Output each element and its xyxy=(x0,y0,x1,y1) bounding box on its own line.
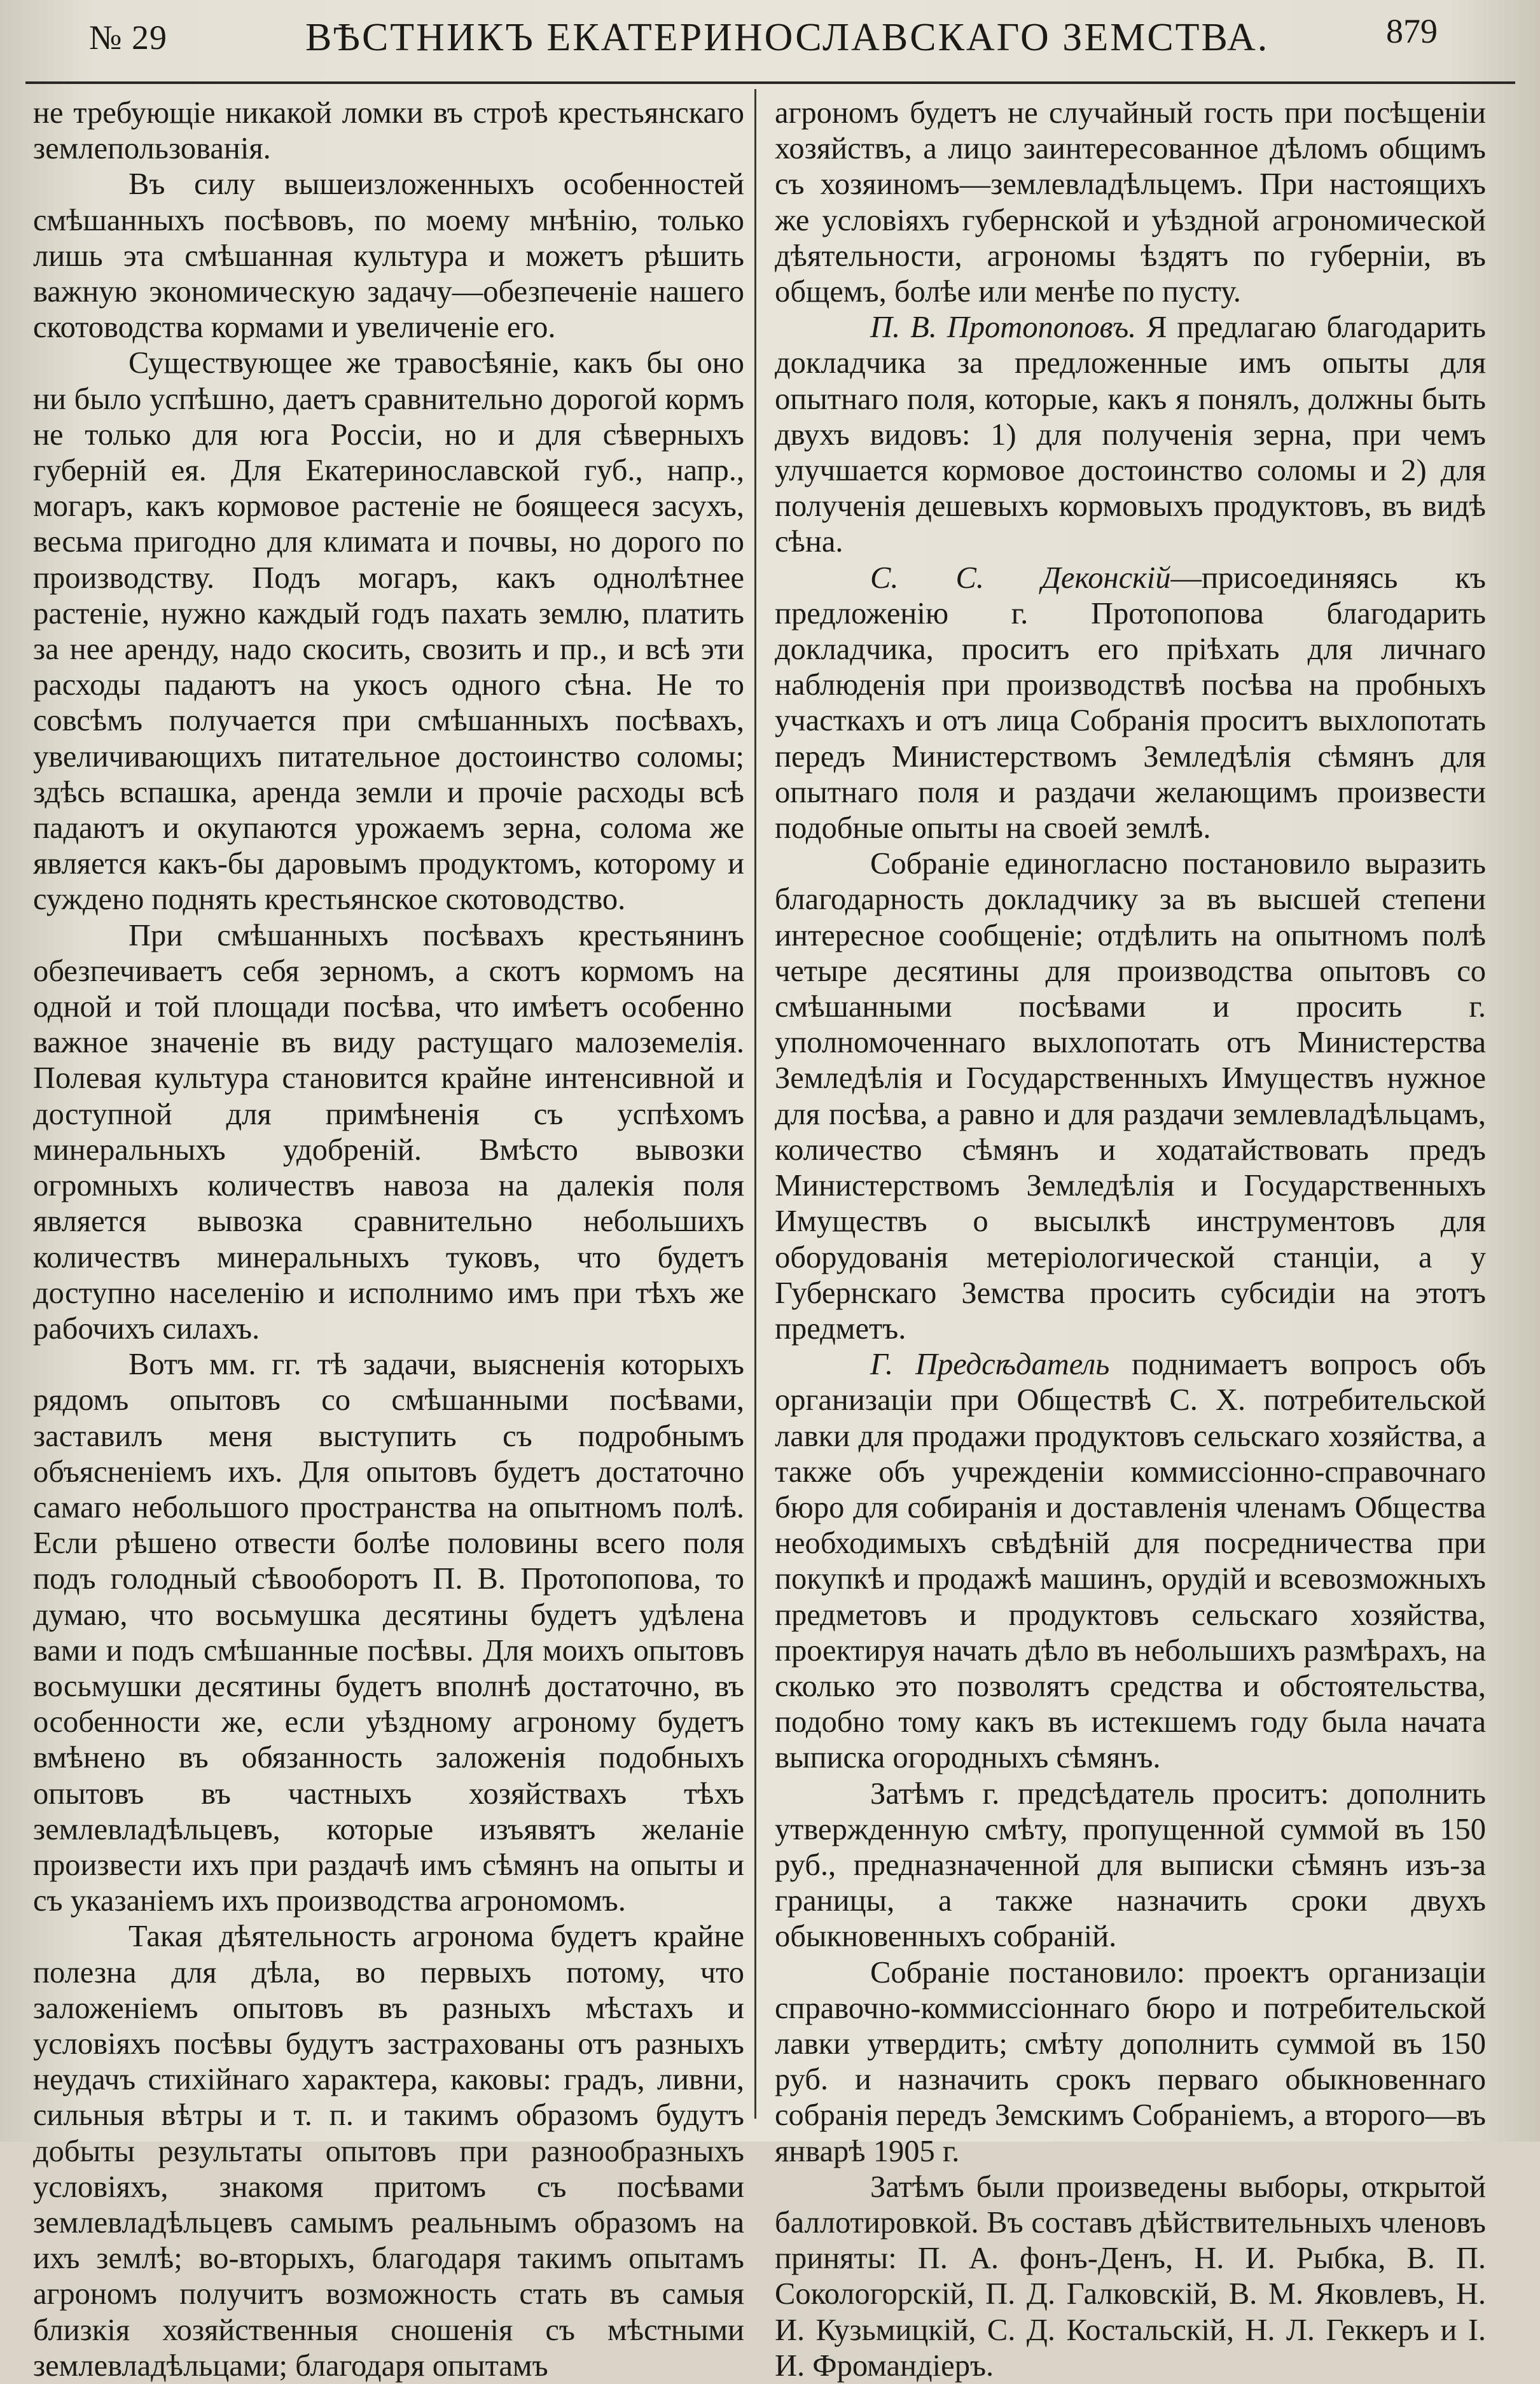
paragraph-text: Существующее же травосѣяніе, какъ бы оно ни было успѣшно, даетъ сравнительно дорогой кормъ не только для юга Россіи, но и для сѣверныхъ губерній ея. Для Екатеринославской губ., напр., могаръ, какъ кормовое растеніе не боящееся засухъ, весьма пригодно для климата и почвы, но дорого по производству. Подъ могаръ, какъ однолѣтнее растеніе, нужно каждый годъ пахать землю, платить за нее аренду, надо скосить, свозить и пр., и всѣ эти расходы падаютъ на укосъ одного сѣна. Не то совсѣмъ получается при смѣшанныхъ посѣвахъ, увеличивающихъ питательное достоинство соломы; здѣсь вспашка, аренда земли и прочіе расходы всѣ падаютъ и окупаются урожаемъ зерна, солома же является какъ-бы даровымъ продуктомъ, которому и суждено поднять крестьянское скотоводство. xyxy=(33,346,744,917)
paragraph-text: не требующіе никакой ломки въ строѣ крестьянскаго землепользованія. xyxy=(33,96,744,166)
paragraph xyxy=(775,846,1486,1347)
paragraph xyxy=(33,1347,744,1919)
paragraph-text: Вотъ мм. гг. тѣ задачи, выясненія которыхъ рядомъ опытовъ со смѣшанными посѣвами, заставилъ меня выступить съ подробнымъ объясненіемъ ихъ. Для опытовъ будетъ достаточно самаго небольшого пространства на опытномъ полѣ. Если рѣшено отвести болѣе половины всего поля подъ голодный сѣвооборотъ П. В. Протопопова, то думаю, что восьмушка десятины будетъ удѣлена вами и подъ смѣшанные посѣвы. Для моихъ опытовъ восьмушки десятины будетъ вполнѣ достаточно, въ особенности же, если уѣздному агроному будетъ вмѣнено въ обязанность заложенія подобныхъ опытовъ въ частныхъ хозяйствахъ тѣхъ землевладѣльцевъ, которые изъявятъ желаніе произвести ихъ при раздачѣ имъ сѣмянъ на опыты и съ указаніемъ ихъ производства агрономомъ. xyxy=(33,1348,744,1918)
paragraph-text: поднимаетъ вопросъ объ организаціи при Обществѣ С. Х. потребительской лавки для продажи продуктовъ сельскаго хозяйства, а также объ учрежденіи коммиссіонно-справочнаго бюро для собиранія и доставленія членамъ Общества необходимыхъ свѣдѣній для посредничества при покупкѣ и продажѣ машинъ, орудій и всевозможныхъ предметовъ и продуктовъ сельскаго хозяйства, проектируя начать дѣло въ небольшихъ размѣрахъ, на сколько это позволятъ средства и обстоятельства, подобно тому какъ въ истекшемъ году была начата выписка огородныхъ сѣмянъ. xyxy=(775,1348,1487,1775)
paragraph xyxy=(33,167,744,345)
paragraph xyxy=(33,345,744,917)
speaker-name: П. В. Протопоповъ. xyxy=(870,310,1137,345)
page-number: 879 xyxy=(1386,12,1438,50)
speaker-name: Г. Предсѣдатель xyxy=(870,1348,1110,1382)
paragraph-text: При смѣшанныхъ посѣвахъ крестьянинъ обезпечиваетъ себя зерномъ, а скотъ кормомъ на одной и той площади посѣва, что имѣетъ особенно важное значеніе въ виду растущаго малоземелія. Полевая культура становится крайне интенсивной и доступной для примѣненія съ успѣхомъ минеральныхъ удобреній. Вмѣсто вывозки огромныхъ количествъ навоза на далекія поля является вывозка сравнительно небольшихъ количествъ минеральныхъ туковъ, что будетъ доступно населенію и исполнимо имъ при тѣхъ же рабочихъ силахъ. xyxy=(33,918,744,1346)
paragraph-text: Собраніе единогласно постановило выразить благодарность докладчику за въ высшей степени интересное сообщеніе; отдѣлить на опытномъ полѣ четыре десятины для производства опытовъ со смѣшанными посѣвами и просить г. уполномоченнаго выхлопотать отъ Министерства Земледѣлія и Государственныхъ Имуществъ нужное для посѣва, а равно и для раздачи землевладѣльцамъ, количество сѣмянъ и ходатайствовать предъ Министерствомъ Земледѣлія и Государственныхъ Имуществъ о высылкѣ инструментовъ для оборудованія метеріологической станціи, а у Губернскаго Земства просить субсидіи на этотъ предметъ. xyxy=(775,847,1486,1346)
paragraph-text: агрономъ будетъ не случайный гость при посѣщеніи хозяйствъ, а лицо заинтересованное дѣломъ общимъ съ хозяиномъ—землевладѣльцемъ. При настоящихъ же условіяхъ губернской и уѣздной агрономической дѣятельности, агрономы ѣздятъ по губерніи, въ общемъ, болѣе или менѣе по пусту. xyxy=(775,96,1486,309)
speaker-name: С. С. Деконскій xyxy=(870,561,1171,595)
left-column xyxy=(33,95,744,2383)
publication-title: ВѢСТНИКЪ ЕКАТЕРИНОСЛАВСКАГО ЗЕМСТВА. xyxy=(305,16,1270,59)
paragraph-text: Затѣмъ г. предсѣдатель проситъ: дополнить утвержденную смѣту, пропущенной суммой въ 150 руб., предназначенной для выписки сѣмянъ изъ-за границы, а также назначить сроки двухъ обыкновенныхъ собраній. xyxy=(775,1776,1486,1954)
paragraph xyxy=(775,1347,1486,1776)
paragraph-text: Такая дѣятельность агронома будетъ крайне полезна для дѣла, во первыхъ потому, что заложеніемъ опытовъ въ разныхъ мѣстахъ и условіяхъ посѣвы будутъ застрахованы отъ разныхъ неудачъ стихійнаго характера, каковы: градъ, ливни, сильныя вѣтры и т. п. и такимъ образомъ будутъ добыты результаты опытовъ при разнообразныхъ условіяхъ, знакомя притомъ съ посѣвами землевладѣльцевъ самымъ реальнымъ образомъ на ихъ землѣ; во-вторыхъ, благодаря такимъ опытамъ агрономъ получитъ возможность стать въ самыя близкія хозяйственныя сношенія съ мѣстными землевладѣльцами; благодаря опытамъ xyxy=(33,1920,744,2383)
paragraph-text: Я предлагаю благодарить докладчика за предложенные имъ опыты для опытнаго поля, которые, какъ я понялъ, должны быть двухъ видовъ: 1) для полученія зерна, при чемъ улучшается кормовое достоинство соломы и 2) для полученія дешевыхъ кормовыхъ продуктовъ, въ видѣ сѣна. xyxy=(775,310,1486,559)
paragraph-text: —присоединяясь къ предложенію г. Протопопова благодарить докладчика, проситъ его пріѣхать для личнаго наблюденія при производствѣ посѣва на пробныхъ участкахъ и отъ лица Собранія проситъ выхлопотать передъ Министерствомъ Земледѣлія сѣмянъ для опытнаго поля и раздачи желающимъ произвести подобные опыты на своей землѣ. xyxy=(775,561,1487,846)
paragraph xyxy=(33,95,744,167)
paragraph xyxy=(33,918,744,1347)
paragraph-text: Въ силу вышеизложенныхъ особенностей смѣшанныхъ посѣвовъ, по моему мнѣнію, только лишь эта смѣшанная культура и можетъ рѣшить важную экономическую задачу—обезпеченіе нашего скотоводства кормами и увеличеніе его. xyxy=(33,167,744,345)
paragraph xyxy=(775,95,1486,310)
paragraph-text: Затѣмъ были произведены выборы, открытой баллотировкой. Въ составъ дѣйствительныхъ членовъ приняты: П. А. фонъ-Денъ, Н. И. Рыбка, В. П. Сокологорскій, П. Д. Галковскій, В. М. Яковлевъ, Н. И. Кузьмицкій, С. Д. Костальскій, Н. Л. Геккеръ и І. И. Фромандіеръ. xyxy=(775,2170,1486,2383)
column-divider xyxy=(754,89,756,2119)
paragraph xyxy=(775,1955,1486,2170)
issue-number: № 29 xyxy=(89,18,168,57)
paragraph xyxy=(775,310,1486,560)
paragraph xyxy=(775,1776,1486,1955)
paragraph-text: Собраніе постановило: проектъ организаціи справочно-коммиссіоннаго бюро и потребительской лавки утвердить; смѣту дополнить суммой въ 150 руб. и назначить срокъ перваго обыкновеннаго собранія передъ Земскимъ Собраніемъ, а второго—въ январѣ 1905 г. xyxy=(775,1955,1486,2168)
header-rule xyxy=(25,81,1515,84)
paragraph xyxy=(775,2170,1486,2384)
paragraph xyxy=(775,561,1486,847)
paragraph xyxy=(33,1919,744,2384)
page-header xyxy=(89,11,1438,81)
right-column xyxy=(775,95,1487,2383)
